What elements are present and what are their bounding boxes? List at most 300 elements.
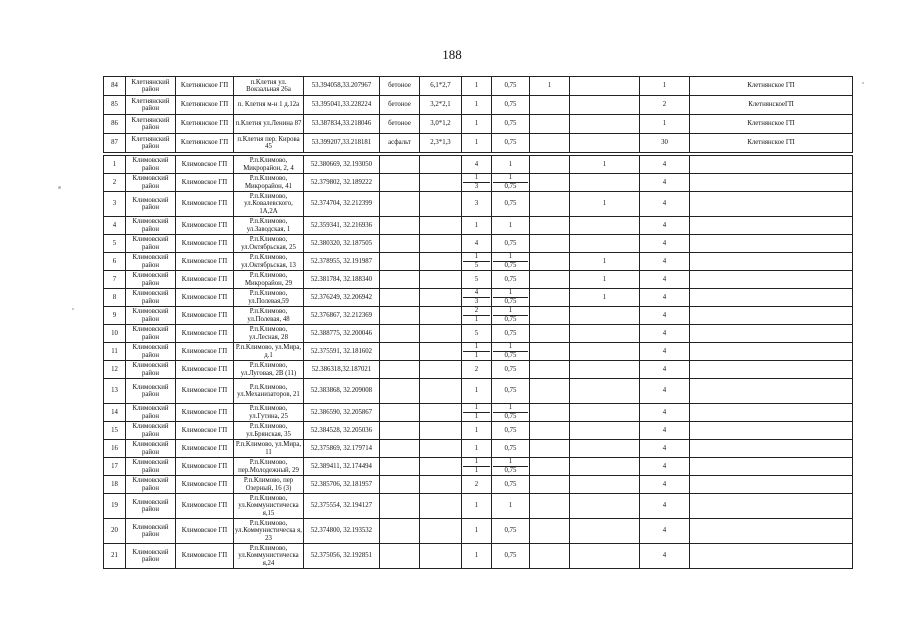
frequency-cell: 4	[640, 458, 690, 476]
blank-cell	[380, 544, 420, 569]
address-cell: п.Клетня ул. Вокзальная 26а	[234, 77, 304, 96]
address-cell: Р.п.Климово, ул.Коммунистическа я,24	[234, 544, 304, 569]
blank-cell	[530, 476, 570, 494]
blank-cell	[380, 343, 420, 361]
blank-cell	[690, 379, 853, 404]
frequency-cell: 4	[640, 343, 690, 361]
district-cell: Климовский район	[126, 217, 176, 235]
table-row	[104, 422, 853, 440]
settlement-cell: Климовское ГП	[176, 458, 234, 476]
blank-cell	[530, 440, 570, 458]
table-row	[104, 519, 853, 544]
count-cell	[462, 519, 492, 544]
extra-cell	[530, 96, 570, 115]
volume-value: 0,75	[504, 387, 517, 394]
extra-cell	[570, 440, 640, 458]
count-cell	[462, 217, 492, 235]
district-cell: Климовский район	[126, 519, 176, 544]
blank-cell	[690, 235, 853, 253]
coords-cell: 52.378955, 32.191987	[304, 253, 380, 271]
count-value: 5	[474, 275, 479, 283]
table-row	[104, 361, 853, 379]
volume-value: 1	[508, 404, 513, 411]
volume-value: 0,75	[504, 200, 517, 207]
count-cell	[462, 404, 492, 422]
blank-cell	[690, 544, 853, 569]
frequency-cell: 4	[640, 307, 690, 325]
district-cell: Климовский район	[126, 235, 176, 253]
volume-value: 0,75	[493, 351, 528, 360]
coords-cell: 52.389411, 32.174494	[304, 458, 380, 476]
count-cell	[462, 192, 492, 217]
volume-value: 1	[508, 502, 513, 509]
volume-value: 0,75	[504, 444, 517, 452]
row-number: 8	[104, 289, 126, 307]
blank-cell	[420, 192, 462, 217]
table-row	[104, 156, 853, 174]
row-number: 14	[104, 404, 126, 422]
table-row	[104, 96, 853, 115]
address-cell: Р.п.Климово, пер Озерный, 16 (3)	[234, 476, 304, 494]
volume-cell	[492, 217, 530, 235]
coords-cell: 52.376249, 32.206942	[304, 289, 380, 307]
volume-value: 0,75	[504, 275, 517, 283]
coords-cell: 52.375554, 32.194127	[304, 494, 380, 519]
blank-cell	[530, 458, 570, 476]
coords-cell: 52.374704, 32.212399	[304, 192, 380, 217]
count-value: 1	[474, 343, 479, 350]
coords-cell: 52.380669, 32.193050	[304, 156, 380, 174]
extra-cell	[570, 217, 640, 235]
extra-cell: 1	[570, 271, 640, 289]
extra-cell: 1	[570, 289, 640, 307]
address-cell: п. Клетня м-н 1 д.12а	[234, 96, 304, 115]
coords-cell: 52.359341, 32.216936	[304, 217, 380, 235]
blank-cell	[380, 519, 420, 544]
frequency-cell: 4	[640, 519, 690, 544]
district-cell: Климовский район	[126, 544, 176, 569]
extra-cell	[570, 494, 640, 519]
count-value: 2	[474, 365, 479, 373]
address-cell: Р.п.Климово, ул.Мира, 11	[234, 440, 304, 458]
blank-cell	[690, 156, 853, 174]
settlement-cell: Клетнянское ГП	[176, 77, 234, 96]
table-row	[104, 379, 853, 404]
row-number: 21	[104, 544, 126, 569]
address-cell: Р.п.Климово, ул.Октябрьская, 25	[234, 235, 304, 253]
blank-cell	[420, 458, 462, 476]
blank-cell	[380, 422, 420, 440]
blank-cell	[420, 476, 462, 494]
count-cell	[462, 379, 492, 404]
district-cell: Климовский район	[126, 271, 176, 289]
frequency-cell: 30	[640, 134, 690, 153]
volume-value: 0,75	[493, 261, 528, 270]
volume-value: 0,75	[504, 365, 517, 373]
count-cell: 1	[462, 96, 492, 115]
count-cell: 1	[462, 134, 492, 153]
count-cell	[462, 289, 492, 307]
table-row	[104, 343, 853, 361]
volume-cell	[492, 343, 530, 361]
blank-cell	[530, 217, 570, 235]
row-number: 5	[104, 235, 126, 253]
blank-cell	[380, 289, 420, 307]
blank-cell	[420, 289, 462, 307]
extra-cell	[570, 379, 640, 404]
settlement-cell: Климовское ГП	[176, 235, 234, 253]
row-number: 87	[104, 134, 126, 153]
volume-cell	[492, 519, 530, 544]
volume-value: 0,75	[493, 297, 528, 306]
volume-cell	[492, 404, 530, 422]
row-number: 2	[104, 174, 126, 192]
size-cell: 3,2*2,1	[420, 96, 462, 115]
blank-cell	[380, 494, 420, 519]
blank-cell	[420, 307, 462, 325]
volume-cell	[492, 544, 530, 569]
extra-cell	[530, 115, 570, 134]
frequency-cell: 4	[640, 544, 690, 569]
frequency-cell: 4	[640, 361, 690, 379]
blank-cell	[420, 519, 462, 544]
blank-cell	[420, 494, 462, 519]
row-number: 85	[104, 96, 126, 115]
blank-cell	[380, 217, 420, 235]
count-cell	[462, 156, 492, 174]
address-cell: Р.п.Климово, ул.Заводская, 1	[234, 217, 304, 235]
volume-cell	[492, 235, 530, 253]
count-cell: 1	[462, 77, 492, 96]
volume-cell	[492, 494, 530, 519]
table-row	[104, 476, 853, 494]
district-cell: Климовский район	[126, 156, 176, 174]
address-cell: Р.п.Климово, ул.Мира, д.1	[234, 343, 304, 361]
settlement-cell: Клетнянское ГП	[176, 96, 234, 115]
volume-cell	[492, 422, 530, 440]
district-cell: Клетнянский район	[126, 115, 176, 134]
volume-cell	[492, 156, 530, 174]
count-value: 3	[474, 200, 479, 207]
blank-cell	[530, 174, 570, 192]
row-number: 4	[104, 217, 126, 235]
surface-cell: бетоное	[380, 96, 420, 115]
row-number: 9	[104, 307, 126, 325]
blank-cell	[380, 307, 420, 325]
table-row	[104, 217, 853, 235]
settlement-cell: Климовское ГП	[176, 217, 234, 235]
row-number: 17	[104, 458, 126, 476]
row-number: 86	[104, 115, 126, 134]
volume-cell	[492, 325, 530, 343]
extra-cell	[570, 544, 640, 569]
coords-cell: 52.375056, 32.192851	[304, 544, 380, 569]
volume-cell: 0,75	[492, 77, 530, 96]
row-number: 6	[104, 253, 126, 271]
district-cell: Климовский район	[126, 174, 176, 192]
blank-cell	[530, 494, 570, 519]
blank-cell	[530, 343, 570, 361]
count-value: 1	[474, 387, 479, 394]
count-value: 3	[463, 297, 490, 306]
volume-cell	[492, 361, 530, 379]
count-value: 2	[474, 307, 479, 314]
blank-cell	[690, 458, 853, 476]
scan-dot	[58, 186, 61, 189]
row-number: 1	[104, 156, 126, 174]
volume-value: 1	[508, 289, 513, 296]
volume-value: 0,75	[504, 527, 517, 534]
blank-cell	[690, 440, 853, 458]
address-cell: Р.п.Климово, ул.Коммунистическа я,15	[234, 494, 304, 519]
blank-cell	[380, 361, 420, 379]
table-row	[104, 404, 853, 422]
frequency-cell: 4	[640, 476, 690, 494]
extra-cell: 1	[570, 156, 640, 174]
size-cell: 3,0*1,2	[420, 115, 462, 134]
settlement-cell: Климовское ГП	[176, 307, 234, 325]
blank-cell	[530, 544, 570, 569]
extra-cell	[570, 174, 640, 192]
district-cell: Климовский район	[126, 253, 176, 271]
frequency-cell: 4	[640, 253, 690, 271]
settlement-cell: Климовское ГП	[176, 343, 234, 361]
frequency-cell: 1	[640, 115, 690, 134]
district-cell: Клетнянский район	[126, 96, 176, 115]
address-cell: п.Клетня ул.Ленина 87	[234, 115, 304, 134]
blank-cell	[380, 458, 420, 476]
address-cell: Р.п.Климово, ул.Полевая,59	[234, 289, 304, 307]
blank-cell	[420, 174, 462, 192]
volume-value: 1	[508, 307, 513, 314]
coords-cell: 52.375869, 32.179714	[304, 440, 380, 458]
scan-dot	[862, 82, 864, 84]
blank-cell	[530, 192, 570, 217]
volume-cell	[492, 458, 530, 476]
blank-cell	[690, 271, 853, 289]
coords-cell: 52.385706, 32.181957	[304, 476, 380, 494]
address-cell: Р.п.Климово, ул.Брянская, 35	[234, 422, 304, 440]
volume-value: 1	[508, 343, 513, 350]
settlement-cell: Климовское ГП	[176, 174, 234, 192]
coords-cell: 52.388775, 32.200046	[304, 325, 380, 343]
table-row	[104, 271, 853, 289]
owner-cell: Клетнянское ГП	[690, 115, 853, 134]
row-number: 16	[104, 440, 126, 458]
address-cell: Р.п.Климово, Микрорайон, 29	[234, 271, 304, 289]
count-value: 5	[463, 261, 490, 270]
address-cell: п.Клетня пер. Кирова 45	[234, 134, 304, 153]
blank-cell	[380, 271, 420, 289]
blank-cell	[420, 544, 462, 569]
volume-value: 1	[508, 221, 513, 229]
coords-cell: 52.386590, 32.205867	[304, 404, 380, 422]
count-value: 1	[474, 253, 479, 260]
extra-cell: 1	[570, 192, 640, 217]
coords-cell: 52.379802, 32.189222	[304, 174, 380, 192]
count-cell	[462, 494, 492, 519]
district-cell: Климовский район	[126, 494, 176, 519]
frequency-cell: 4	[640, 156, 690, 174]
surface-cell: бетоное	[380, 115, 420, 134]
surface-cell: бетоное	[380, 77, 420, 96]
frequency-cell: 4	[640, 271, 690, 289]
extra-cell	[570, 235, 640, 253]
blank-cell	[420, 422, 462, 440]
address-cell: Р.п.Климово, пер.Молодежный, 29	[234, 458, 304, 476]
frequency-cell: 1	[640, 77, 690, 96]
settlement-cell: Климовское ГП	[176, 253, 234, 271]
address-cell: Р.п.Климово, ул.Лесная, 28	[234, 325, 304, 343]
volume-value: 0,75	[493, 182, 528, 191]
coords-cell: 52.383868, 32.209008	[304, 379, 380, 404]
frequency-cell: 4	[640, 235, 690, 253]
coords-cell: 52.386318,32.187021	[304, 361, 380, 379]
count-cell	[462, 343, 492, 361]
row-number: 10	[104, 325, 126, 343]
volume-value: 0,75	[493, 466, 528, 475]
volume-value: 0,75	[504, 329, 517, 337]
extra-cell	[530, 134, 570, 153]
blank-cell	[380, 440, 420, 458]
extra-cell	[570, 404, 640, 422]
volume-value: 0,75	[504, 426, 517, 434]
blank-cell	[690, 404, 853, 422]
address-cell: Р.п.Климово, ул.Ковалевского, 1А,2А	[234, 192, 304, 217]
blank-cell	[690, 192, 853, 217]
settlement-cell: Климовское ГП	[176, 476, 234, 494]
blank-cell	[690, 325, 853, 343]
count-value: 4	[474, 160, 479, 168]
blank-cell	[380, 404, 420, 422]
row-number: 12	[104, 361, 126, 379]
volume-cell	[492, 253, 530, 271]
frequency-cell: 4	[640, 379, 690, 404]
row-number: 13	[104, 379, 126, 404]
coords-cell: 52.376867, 32.212369	[304, 307, 380, 325]
blank-cell	[420, 253, 462, 271]
volume-cell	[492, 440, 530, 458]
blank-cell	[420, 404, 462, 422]
extra-cell	[570, 361, 640, 379]
count-value: 1	[474, 458, 479, 465]
table-row	[104, 174, 853, 192]
settlement-cell: Климовское ГП	[176, 289, 234, 307]
blank-cell	[530, 519, 570, 544]
extra-cell: 1	[530, 77, 570, 96]
coords-cell: 52.384528, 32.205036	[304, 422, 380, 440]
blank-cell	[690, 361, 853, 379]
blank-cell	[380, 325, 420, 343]
settlement-cell: Клетнянское ГП	[176, 115, 234, 134]
blank-cell	[380, 192, 420, 217]
table-row	[104, 115, 853, 134]
volume-cell	[492, 476, 530, 494]
row-number: 19	[104, 494, 126, 519]
blank-cell	[420, 271, 462, 289]
count-cell	[462, 476, 492, 494]
table-row	[104, 134, 853, 153]
count-value: 4	[474, 239, 479, 247]
settlement-cell: Климовское ГП	[176, 494, 234, 519]
blank-cell	[380, 235, 420, 253]
district-cell: Клетнянский район	[126, 134, 176, 153]
frequency-cell: 4	[640, 422, 690, 440]
count-cell	[462, 307, 492, 325]
extra-cell: 1	[570, 253, 640, 271]
blank-cell	[530, 404, 570, 422]
frequency-cell: 4	[640, 289, 690, 307]
volume-value: 0,75	[504, 480, 517, 488]
settlement-cell: Климовское ГП	[176, 192, 234, 217]
size-cell: 2,3*1,3	[420, 134, 462, 153]
district-cell: Климовский район	[126, 476, 176, 494]
count-value: 1	[463, 315, 490, 324]
blank-cell	[420, 217, 462, 235]
coords-cell: 53.395041,33.228224	[304, 96, 380, 115]
count-value: 1	[474, 502, 479, 509]
count-cell	[462, 325, 492, 343]
table-row	[104, 192, 853, 217]
settlement-cell: Климовское ГП	[176, 544, 234, 569]
volume-value: 0,75	[493, 315, 528, 324]
table-klentnyansky	[103, 76, 853, 153]
volume-value: 1	[508, 160, 513, 168]
blank-cell	[380, 379, 420, 404]
volume-value: 1	[508, 458, 513, 465]
blank-cell	[530, 325, 570, 343]
volume-cell: 0,75	[492, 134, 530, 153]
blank-cell	[380, 253, 420, 271]
blank-cell	[380, 156, 420, 174]
blank-cell	[420, 235, 462, 253]
blank-cell	[420, 325, 462, 343]
count-cell	[462, 458, 492, 476]
address-cell: Р.п.Климово, ул.Луговая, 2В (11)	[234, 361, 304, 379]
district-cell: Климовский район	[126, 440, 176, 458]
table-row	[104, 494, 853, 519]
settlement-cell: Климовское ГП	[176, 422, 234, 440]
district-cell: Климовский район	[126, 458, 176, 476]
blank-cell	[530, 235, 570, 253]
row-number: 7	[104, 271, 126, 289]
blank-cell	[530, 156, 570, 174]
blank-cell	[530, 271, 570, 289]
count-cell	[462, 422, 492, 440]
count-value: 5	[474, 329, 479, 337]
volume-value: 1	[508, 174, 513, 181]
district-cell: Климовский район	[126, 289, 176, 307]
size-cell: 6,1*2,7	[420, 77, 462, 96]
blank-cell	[530, 289, 570, 307]
blank-cell	[420, 361, 462, 379]
blank-cell	[570, 96, 640, 115]
table-row	[104, 289, 853, 307]
frequency-cell: 4	[640, 174, 690, 192]
count-value: 1	[474, 221, 479, 229]
blank-cell	[570, 77, 640, 96]
blank-cell	[420, 156, 462, 174]
surface-cell: асфальт	[380, 134, 420, 153]
address-cell: Р.п.Климово, ул.Коммунистическа я, 23	[235, 520, 302, 542]
volume-cell	[492, 271, 530, 289]
table-row	[104, 440, 853, 458]
row-number: 18	[104, 476, 126, 494]
coords-cell: 52.381784, 32.188340	[304, 271, 380, 289]
table-row	[104, 307, 853, 325]
volume-cell	[492, 289, 530, 307]
frequency-cell: 4	[640, 325, 690, 343]
